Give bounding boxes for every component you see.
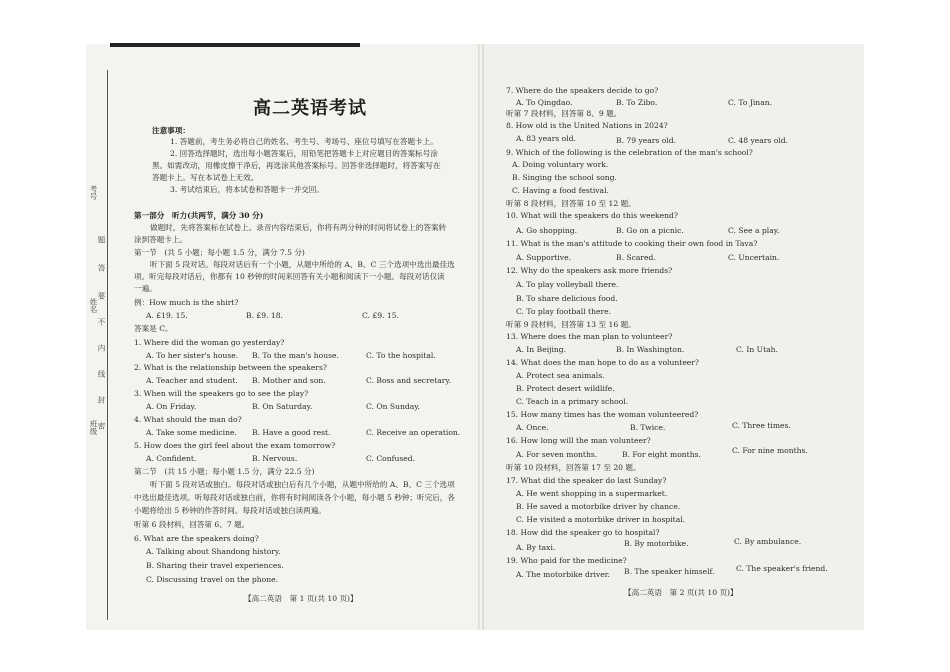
- side-label-yao: 要: [97, 292, 106, 300]
- q16-option-c: C. For nine months.: [732, 446, 808, 455]
- notice-line-1: 1. 答题前，考生务必将自己的姓名、考生号、考场号、座位号填写在答题卡上。: [170, 137, 438, 146]
- q17-option-b: B. He saved a motorbike driver by chance.: [516, 502, 681, 511]
- q2-option-a: A. Teacher and student.: [146, 376, 238, 385]
- q4-option-c: C. Receive an operation.: [366, 428, 461, 437]
- q9-text: 9. Which of the following is the celebration of the man's school?: [506, 148, 753, 157]
- q4-option-a: A. Take some medicine.: [146, 428, 237, 437]
- q9-option-b: B. Singing the school song.: [512, 173, 617, 182]
- q9-option-c: C. Having a food festival.: [512, 186, 609, 195]
- q1-option-c: C. To the hospital.: [366, 351, 436, 360]
- page-2-footer: 【高二英语 第 2 页(共 10 页)】: [624, 588, 738, 597]
- q13-text: 13. Where does the man plan to volunteer?: [506, 332, 673, 341]
- q7-option-b: B. To Zibo.: [616, 98, 658, 107]
- q12-option-c: C. To play football there.: [516, 307, 611, 316]
- q19-text: 19. Who paid for the medicine?: [506, 556, 627, 565]
- material-7-note: 听第 7 段材料，回答第 8、9 题。: [506, 109, 622, 118]
- q5-option-b: B. Nervous.: [252, 454, 298, 463]
- q4-option-b: B. Have a good rest.: [252, 428, 331, 437]
- q8-option-b: B. 79 years old.: [616, 136, 677, 145]
- example-option-c: C. £9. 15.: [362, 311, 399, 320]
- q12-text: 12. Why do the speakers ask more friends?: [506, 266, 673, 275]
- page-1-footer: 【高二英语 第 1 页(共 10 页)】: [244, 594, 358, 603]
- q2-option-b: B. Mother and son.: [252, 376, 326, 385]
- q3-option-c: C. On Sunday.: [366, 402, 420, 411]
- side-label-class: 班级: [89, 420, 98, 435]
- side-label-ti: 题: [97, 236, 106, 244]
- q15-text: 15. How many times has the woman volunteered?: [506, 410, 699, 419]
- top-rule: [110, 43, 360, 47]
- side-label-mi: 密: [97, 422, 106, 430]
- q3-option-b: B. On Saturday.: [252, 402, 313, 411]
- q10-option-a: A. Go shopping.: [516, 226, 578, 235]
- q9-option-a: A. Doing voluntary work.: [512, 160, 609, 169]
- material-6-note: 听第 6 段材料，回答第 6、7 题。: [134, 520, 250, 529]
- q19-option-b: B. The speaker himself.: [624, 567, 715, 576]
- q11-option-a: A. Supportive.: [516, 253, 572, 262]
- side-label-xian: 线: [97, 370, 106, 378]
- q14-option-a: A. Protect sea animals.: [516, 371, 605, 380]
- q13-option-c: C. In Utah.: [736, 345, 778, 354]
- section1-intro-3: 一遍。: [134, 284, 157, 293]
- q14-option-c: C. Teach in a primary school.: [516, 397, 629, 406]
- side-label-feng: 封: [97, 396, 106, 404]
- q10-text: 10. What will the speakers do this weekend?: [506, 211, 678, 220]
- notice-heading: 注意事项：: [152, 126, 190, 135]
- q2-option-c: C. Boss and secretary.: [366, 376, 452, 385]
- part1-heading: 第一部分 听力(共两节，满分 30 分): [134, 211, 264, 220]
- example-option-a: A. £19. 15.: [146, 311, 188, 320]
- q15-option-b: B. Twice.: [630, 423, 666, 432]
- side-label-kaohao: 考号: [89, 185, 98, 200]
- q11-text: 11. What is the man's attitude to cooking their own food in Tava?: [506, 239, 758, 248]
- notice-line-4: 答题卡上。写在本试卷上无效。: [152, 173, 259, 182]
- q12-option-a: A. To play volleyball there.: [516, 280, 619, 289]
- section2-intro-2: 中选出最佳选项。听每段对话或独白前，你将有时间阅读各个小题，每小题 5 秒钟；听完后，各: [134, 493, 455, 502]
- q13-option-b: B. In Washington.: [616, 345, 685, 354]
- section1-intro-2: 项。听完每段对话后，你都有 10 秒钟的时间来回答有关小题和阅读下一小题。每段对话仅读: [134, 272, 445, 281]
- q18-option-c: C. By ambulance.: [734, 537, 802, 546]
- q8-option-a: A. 83 years old.: [516, 134, 576, 143]
- page-fold: [478, 44, 484, 630]
- q14-option-b: B. Protect desert wildlife.: [516, 384, 615, 393]
- q5-option-c: C. Confused.: [366, 454, 416, 463]
- material-9-note: 听第 9 段材料，回答第 13 至 16 题。: [506, 320, 636, 329]
- q5-option-a: A. Confident.: [146, 454, 197, 463]
- section1-intro-1: 听下面 5 段对话。每段对话后有一个小题，从题中所给的 A、B、C 三个选项中选出最佳选: [150, 260, 455, 269]
- q11-option-c: C. Uncertain.: [728, 253, 780, 262]
- q7-option-a: A. To Qingdao.: [516, 98, 573, 107]
- q15-option-c: C. Three times.: [732, 421, 791, 430]
- q1-text: 1. Where did the woman go yesterday?: [134, 338, 285, 347]
- side-label-name: 姓名: [89, 298, 98, 313]
- q13-option-a: A. In Beijing.: [516, 345, 567, 354]
- q3-text: 3. When will the speakers go to see the play?: [134, 389, 309, 398]
- q18-option-b: B. By motorbike.: [624, 539, 689, 548]
- q1-option-b: B. To the man's house.: [252, 351, 339, 360]
- side-label-bu: 不: [97, 318, 106, 326]
- q17-text: 17. What did the speaker do last Sunday?: [506, 476, 667, 485]
- example-question: 例：How much is the shirt?: [134, 298, 239, 307]
- q6-text: 6. What are the speakers doing?: [134, 534, 259, 543]
- material-8-note: 听第 8 段材料，回答第 10 至 12 题。: [506, 199, 636, 208]
- q12-option-b: B. To share delicious food.: [516, 294, 618, 303]
- example-option-b: B. £9. 18.: [246, 311, 283, 320]
- q8-option-c: C. 48 years old.: [728, 136, 788, 145]
- section1-heading: 第一节 (共 5 小题；每小题 1.5 分，满分 7.5 分): [134, 248, 305, 257]
- example-answer: 答案是 C。: [134, 324, 173, 333]
- q10-option-b: B. Go on a picnic.: [616, 226, 684, 235]
- q18-option-a: A. By taxi.: [516, 543, 556, 552]
- q2-text: 2. What is the relationship between the speakers?: [134, 363, 327, 372]
- q16-option-a: A. For seven months.: [516, 450, 598, 459]
- side-label-nei: 内: [97, 344, 106, 352]
- q14-text: 14. What does the man hope to do as a volunteer?: [506, 358, 700, 367]
- q15-option-a: A. Once.: [516, 423, 549, 432]
- notice-line-5: 3. 考试结束后，将本试卷和答题卡一并交回。: [170, 185, 324, 194]
- q6-option-c: C. Discussing travel on the phone.: [146, 575, 278, 584]
- q6-option-a: A. Talking about Shandong history.: [146, 547, 281, 556]
- notice-line-3: 黑。如需改动，用橡皮擦干净后，再选涂其他答案标号。回答非选择题时，将答案写在: [152, 161, 441, 170]
- q16-text: 16. How long will the man volunteer?: [506, 436, 651, 445]
- notice-line-2: 2. 回答选择题时，选出每小题答案后，用铅笔把答题卡上对应题目的答案标号涂: [170, 149, 438, 158]
- q11-option-b: B. Scared.: [616, 253, 656, 262]
- q10-option-c: C. See a play.: [728, 226, 780, 235]
- q8-text: 8. How old is the United Nations in 2024?: [506, 121, 668, 130]
- q4-text: 4. What should the man do?: [134, 415, 242, 424]
- q17-option-c: C. He visited a motorbike driver in hospital.: [516, 515, 686, 524]
- part1-intro-1: 做题时，先将答案标在试卷上。录音内容结束后，你将有两分钟的时间将试卷上的答案转: [150, 223, 447, 232]
- q16-option-b: B. For eight months.: [622, 450, 701, 459]
- q6-option-b: B. Sharing their travel experiences.: [146, 561, 284, 570]
- section2-intro-3: 小题将给出 5 秒钟的作答时间。每段对话或独白读两遍。: [134, 506, 326, 515]
- q5-text: 5. How does the girl feel about the exam tomorrow?: [134, 441, 336, 450]
- q3-option-a: A. On Friday.: [146, 402, 197, 411]
- binding-line: [107, 70, 108, 620]
- q17-option-a: A. He went shopping in a supermarket.: [516, 489, 668, 498]
- q19-option-a: A. The motorbike driver.: [516, 570, 610, 579]
- part1-intro-2: 涂到答题卡上。: [134, 235, 188, 244]
- q18-text: 18. How did the speaker go to hospital?: [506, 528, 660, 537]
- material-10-note: 听第 10 段材料，回答第 17 至 20 题。: [506, 463, 641, 472]
- section2-intro-1: 听下面 5 段对话或独白。每段对话或独白后有几个小题，从题中所给的 A、B、C 三个选项: [150, 480, 455, 489]
- section2-heading: 第二节 (共 15 小题；每小题 1.5 分，满分 22.5 分): [134, 467, 315, 476]
- q7-text: 7. Where do the speakers decide to go?: [506, 86, 659, 95]
- exam-title: 高二英语考试: [253, 98, 367, 119]
- q7-option-c: C. To Jinan.: [728, 98, 773, 107]
- q19-option-c: C. The speaker's friend.: [736, 564, 828, 573]
- side-label-da: 答: [97, 264, 106, 272]
- q1-option-a: A. To her sister's house.: [146, 351, 239, 360]
